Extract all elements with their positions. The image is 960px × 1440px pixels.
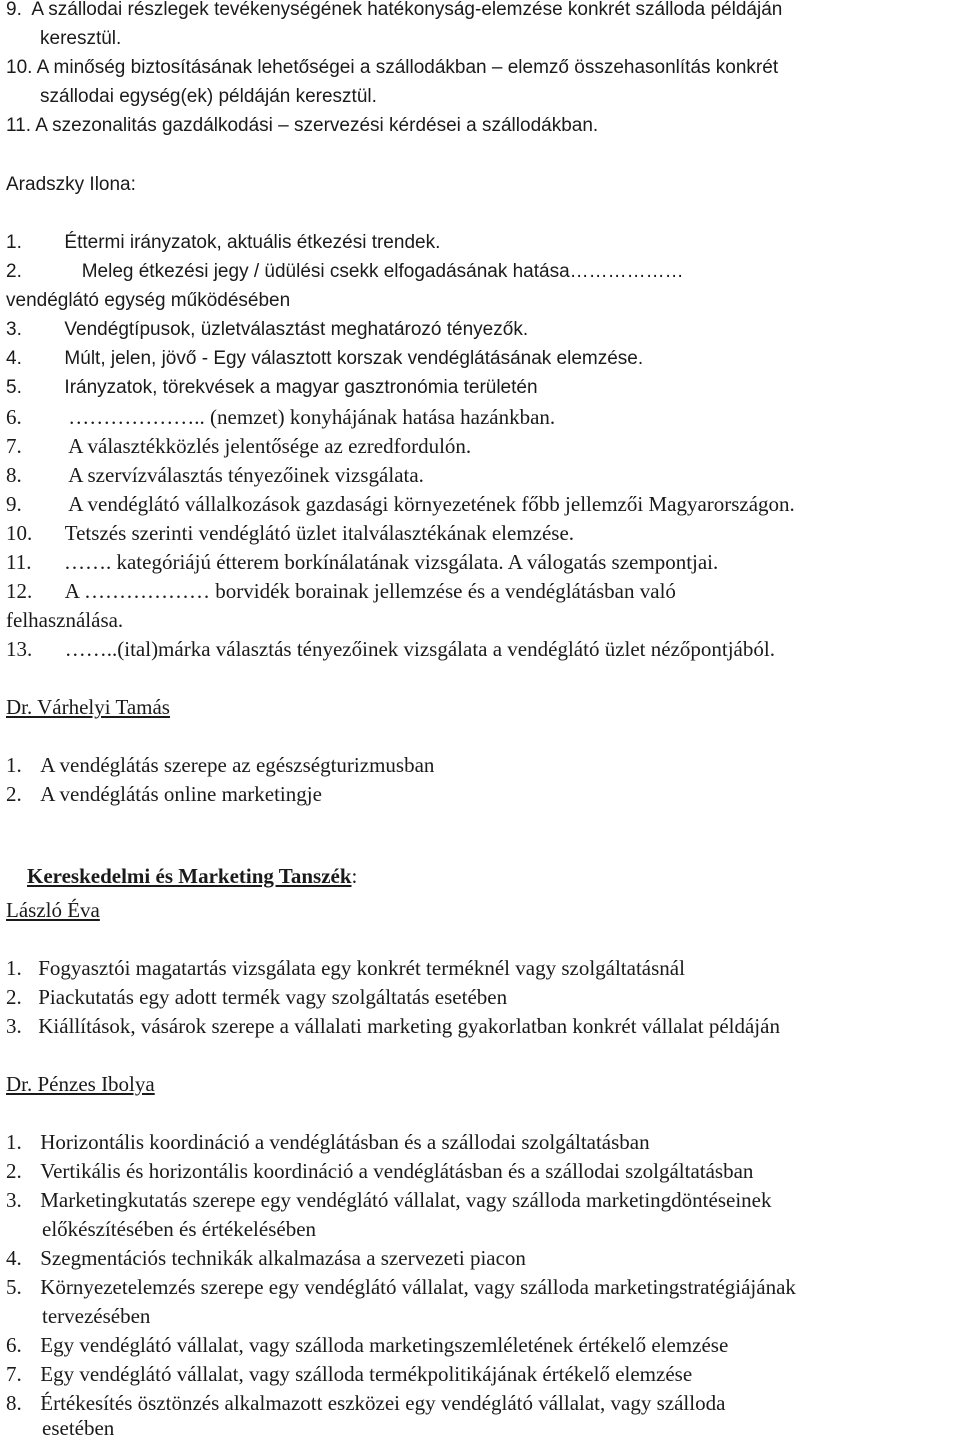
author-heading: László Éva [6, 898, 100, 922]
list-item: 10. Tetszés szerinti vendéglátó üzlet italválasztékának elemzése. [6, 521, 575, 545]
list-item: 3. Vendégtípusok, üzletválasztást meghatározó tényezők. [6, 319, 529, 340]
list-item: 13. ……..(ital)márka választás tényezőinek vizsgálata a vendéglátó üzlet nézőpontjából. [6, 637, 775, 661]
list-item: 2. A vendéglátás online marketingje [6, 782, 322, 806]
list-item: 9. A vendéglátó vállalkozások gazdasági környezetének főbb jellemzői Magyarországon. [6, 492, 795, 516]
author-heading: Aradszky Ilona: [6, 174, 136, 195]
list-item: 8. A szervízválasztás tényezőinek vizsgálata. [6, 463, 424, 487]
list-item: 6. ……………….. (nemzet) konyhájának hatása hazánkban. [6, 405, 556, 429]
list-item: 4. Múlt, jelen, jövő - Egy választott korszak vendéglátásának elemzése. [6, 348, 644, 369]
author-heading: Dr. Várhelyi Tamás [6, 695, 170, 719]
list-item-continuation: előkészítésében és értékelésében [42, 1217, 317, 1241]
list-item: 1. A vendéglátás szerepe az egészségturizmusban [6, 753, 435, 777]
list-item-continuation: esetében [42, 1416, 115, 1440]
list-item: 1. Éttermi irányzatok, aktuális étkezési trendek. [6, 232, 441, 253]
list-item: 2. Vertikális és horizontális koordináció a vendéglátásban és a szállodai szolgáltatásban [6, 1159, 754, 1183]
list-item: 7. Egy vendéglátó vállalat, vagy szálloda termékpolitikájának értékelő elemzése [6, 1362, 693, 1386]
list-item-continuation: tervezésében [42, 1304, 151, 1328]
list-item: 2. Piackutatás egy adott termék vagy szolgáltatás esetében [6, 985, 508, 1009]
list-item: 11. A szezonalitás gazdálkodási – szervezési kérdései a szállodákban. [6, 115, 599, 136]
list-item-continuation: felhasználása. [6, 608, 124, 632]
list-item-continuation: szállodai egység(ek) példáján keresztül. [40, 86, 377, 107]
list-item: 5. Irányzatok, törekvések a magyar gasztronómia területén [6, 377, 538, 398]
author-heading: Dr. Pénzes Ibolya [6, 1072, 155, 1096]
list-item-continuation: keresztül. [40, 28, 122, 49]
list-item: 3. Kiállítások, vásárok szerepe a vállalati marketing gyakorlatban konkrét vállalat példáján [6, 1014, 780, 1038]
list-item: 8. Értékesítés ösztönzés alkalmazott eszközei egy vendéglátó vállalat, vagy szálloda [6, 1391, 726, 1415]
list-item: 1. Horizontális koordináció a vendéglátásban és a szállodai szolgáltatásban [6, 1130, 650, 1154]
department-heading: Kereskedelmi és Marketing Tanszék: [27, 864, 358, 888]
list-item-continuation: vendéglátó egység működésében [6, 290, 291, 311]
list-item: 4. Szegmentációs technikák alkalmazása a szervezeti piacon [6, 1246, 526, 1270]
list-item: 2. Meleg étkezési jegy / üdülési csekk elfogadásának hatása……………… [6, 261, 684, 282]
list-item: 3. Marketingkutatás szerepe egy vendéglátó vállalat, vagy szálloda marketingdöntéseinek [6, 1188, 772, 1212]
list-item: 6. Egy vendéglátó vállalat, vagy szálloda marketingszemléletének értékelő elemzése [6, 1333, 729, 1357]
list-item: 12. A ……………… borvidék borainak jellemzése és a vendéglátásban való [6, 579, 676, 603]
list-item: 9. A szállodai részlegek tevékenységének hatékonyság-elemzése konkrét szálloda példáján [6, 0, 783, 20]
list-item: 5. Környezetelemzés szerepe egy vendéglátó vállalat, vagy szálloda marketingstratégiájának [6, 1275, 796, 1299]
list-item: 1. Fogyasztói magatartás vizsgálata egy konkrét terméknél vagy szolgáltatásnál [6, 956, 685, 980]
list-item: 10. A minőség biztosításának lehetőségei a szállodákban – elemző összehasonlítás konkrét [6, 57, 779, 78]
list-item: 11. ……. kategóriájú étterem borkínálatának vizsgálata. A válogatás szempontjai. [6, 550, 719, 574]
list-item: 7. A választékközlés jelentősége az ezredfordulón. [6, 434, 472, 458]
